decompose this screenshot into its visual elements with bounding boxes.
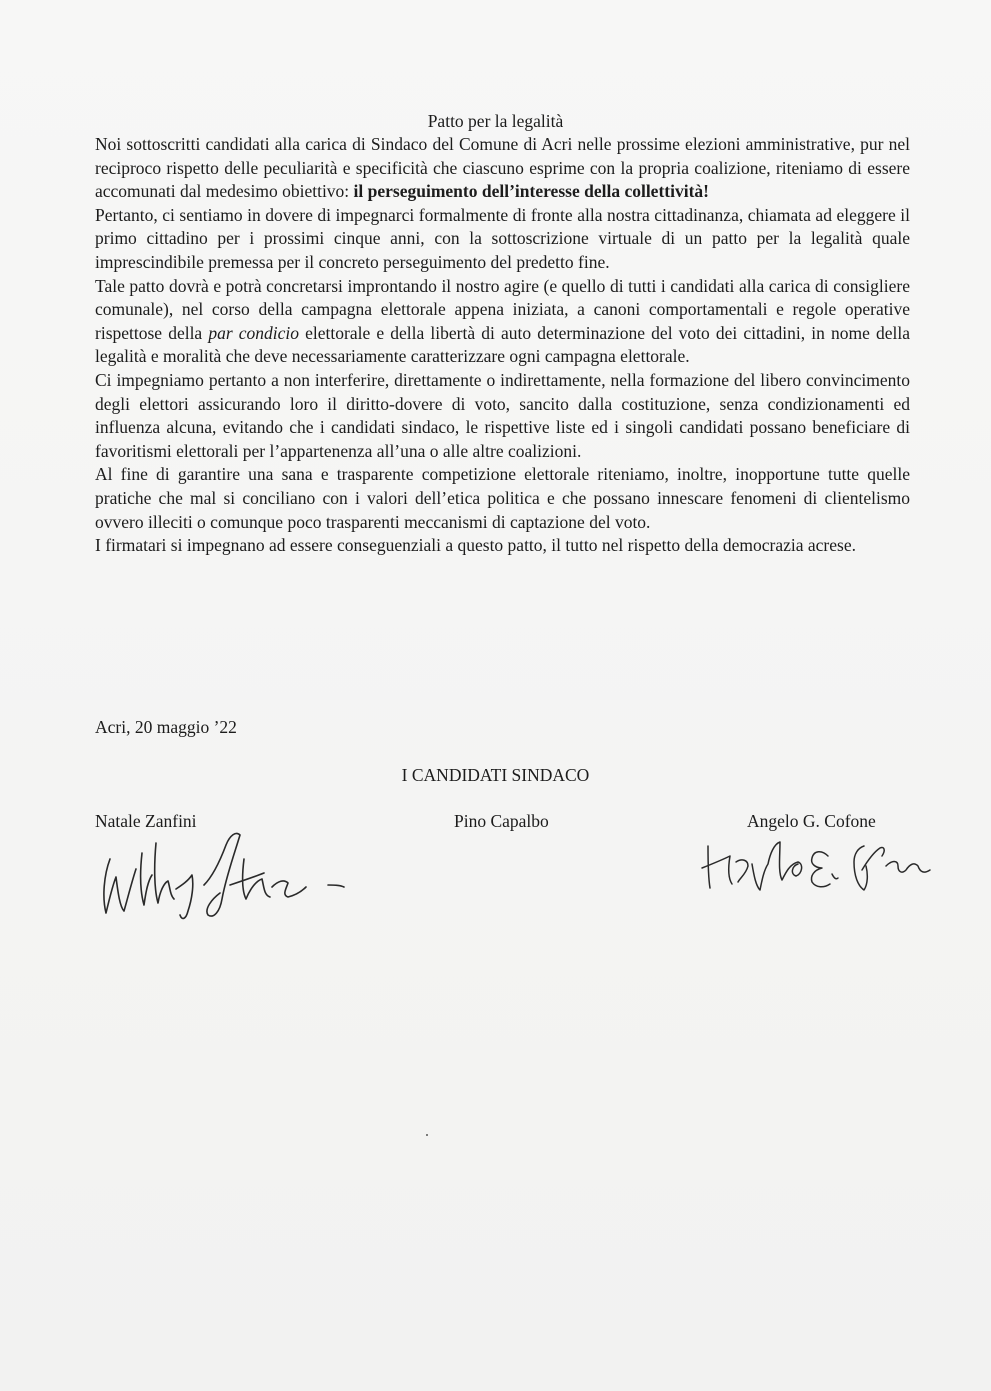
document-date: Acri, 20 maggio ’22: [95, 717, 237, 737]
candidates-heading: I CANDIDATI SINDACO: [401, 765, 590, 785]
signature-zanfini: [96, 815, 356, 925]
paragraph-3-italic: par condicio: [208, 322, 300, 343]
paragraph-1-text: Noi sottoscritti candidati alla carica di Sindaco del Comune di Acri nelle prossime elezioni amministrative, pur nel reciproco rispetto delle peculiarità e specificità che ciascuno esprime con la propria coalizione, riteniamo di essere accomunati dal medesimo obiettivo:: [95, 134, 910, 202]
signature-cofone: [698, 826, 948, 906]
paragraph-2: Pertanto, ci sentiamo in dovere di impegnarci formalmente di fronte alla nostra cittadinanza, chiamata ad eleggere il primo cittadino per i prossimi cinque anni, con la sottoscrizione virtuale di un patto per la legalità quale imprescindibile premessa per il concreto perseguimento del predetto fine.: [95, 204, 910, 272]
paragraph-6: I firmatari si impegnano ad essere conseguenziali a questo patto, il tutto nel rispetto della democrazia acrese.: [95, 535, 856, 556]
paragraph-5: Al fine di garantire una sana e trasparente competizione elettorale riteniamo, inoltre, inopportune tutte quelle pratiche che mal si conciliano con i valori dell’etica politica e che possano innescare fenomeni di clientelismo ovvero illeciti o comunque poco trasparenti meccanismi di captazione del voto.: [95, 464, 910, 532]
document-title: Patto per la legalità: [427, 111, 564, 131]
paragraph-3-after: elettorale e della libertà di auto determinazione del voto dei cittadini, in nome della legalità e moralità che deve necessariamente caratterizzare ogni campagna elettorale.: [95, 322, 911, 367]
candidate-name-capalbo: Pino Capalbo: [454, 811, 549, 831]
paper-speck: [426, 1134, 428, 1136]
candidate-name-zanfini: Natale Zanfini: [95, 811, 197, 831]
paragraph-1: [95, 133, 910, 204]
candidate-name-cofone: Angelo G. Cofone: [747, 811, 876, 831]
paragraph-4: Ci impegniamo pertanto a non interferire, direttamente o indirettamente, nella formazione del libero convincimento degli elettori assicurando loro il diritto-dovere di voto, sancito dalla costituzione, senza condizionamenti ed influenza alcuna, evitando che i candidati sindaco, le rispettive liste ed i singoli candidati possano beneficiare di favoritismi elettorali per l’appartenenza all’una o alle altre coalizioni.: [95, 369, 910, 461]
document-body: [95, 133, 910, 558]
paragraph-1-bold: il perseguimento dell’interesse della collettività!: [353, 181, 709, 202]
paragraph-3: [95, 275, 910, 369]
paragraph-3-before: Tale patto dovrà e potrà concretarsi improntando il nostro agire (e quello di tutti i candidati alla carica di consigliere comunale), nel corso della campagna elettorale appena iniziata, a canoni comportamentali e regole operative rispettose della: [95, 275, 910, 343]
